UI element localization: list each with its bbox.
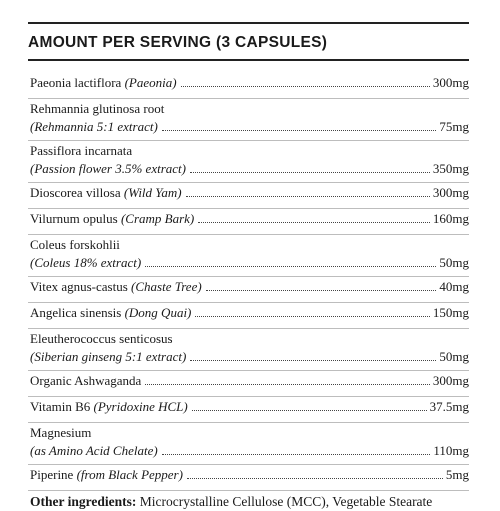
ingredient-name: Vitamin B6 (Pyridoxine HCL) bbox=[30, 399, 188, 414]
dot-leader bbox=[186, 195, 430, 197]
ingredient-amount: 300mg bbox=[432, 75, 469, 90]
ingredient-name: Vilurnum opulus (Cramp Bark) bbox=[30, 211, 195, 226]
ingredient-detail: (Passion flower 3.5% extract) bbox=[30, 161, 186, 176]
ingredient-name: Coleus forskohlii bbox=[30, 237, 120, 252]
top-rule bbox=[28, 22, 469, 24]
dot-leader bbox=[198, 221, 430, 223]
ingredient-detail: (Coleus 18% extract) bbox=[30, 255, 142, 270]
dot-leader bbox=[162, 129, 437, 131]
ingredient-detail: (Siberian ginseng 5:1 extract) bbox=[30, 349, 187, 364]
ingredient-row bbox=[28, 141, 469, 183]
ingredient-name: Organic Ashwaganda bbox=[30, 373, 142, 388]
ingredient-amount: 50mg bbox=[439, 349, 469, 364]
ingredient-row bbox=[28, 329, 469, 371]
ingredient-amount: 300mg bbox=[432, 373, 469, 388]
dot-leader bbox=[162, 453, 431, 455]
heading-rule bbox=[28, 59, 469, 61]
dot-leader bbox=[190, 359, 436, 361]
ingredient-row bbox=[28, 73, 469, 99]
supplement-facts-panel bbox=[28, 22, 469, 510]
ingredient-amount: 5mg bbox=[445, 467, 469, 482]
ingredient-amount: 110mg bbox=[433, 443, 469, 458]
ingredient-amount: 160mg bbox=[432, 211, 469, 226]
dot-leader bbox=[145, 383, 430, 385]
ingredient-amount: 40mg bbox=[439, 279, 469, 294]
ingredient-name: Rehmannia glutinosa root bbox=[30, 101, 165, 116]
ingredient-row bbox=[28, 465, 469, 491]
ingredient-name: Passiflora incarnata bbox=[30, 143, 133, 158]
dot-leader bbox=[206, 289, 437, 291]
ingredient-row bbox=[28, 99, 469, 141]
ingredient-row bbox=[28, 397, 469, 423]
ingredient-amount: 350mg bbox=[432, 161, 469, 176]
ingredient-name: Vitex agnus-castus (Chaste Tree) bbox=[30, 279, 202, 294]
ingredient-amount: 50mg bbox=[439, 255, 469, 270]
ingredient-row bbox=[28, 209, 469, 235]
dot-leader bbox=[145, 265, 436, 267]
ingredient-amount: 150mg bbox=[432, 305, 469, 320]
ingredient-amount: 37.5mg bbox=[429, 399, 469, 414]
ingredient-name: Angelica sinensis (Dong Quai) bbox=[30, 305, 192, 320]
ingredient-row bbox=[28, 277, 469, 303]
ingredient-name: Piperine (from Black Pepper) bbox=[30, 467, 183, 482]
other-ingredients-label: Other ingredients: bbox=[30, 494, 137, 509]
ingredient-row bbox=[28, 235, 469, 277]
dot-leader bbox=[195, 315, 429, 317]
other-ingredients-text: Microcrystalline Cellulose (MCC), Vegetable Stearate bbox=[136, 494, 433, 509]
ingredient-list bbox=[28, 73, 469, 510]
ingredient-amount: 75mg bbox=[439, 119, 469, 134]
ingredient-detail: (as Amino Acid Chelate) bbox=[30, 443, 158, 458]
ingredient-name: Paeonia lactiflora (Paeonia) bbox=[30, 75, 177, 90]
ingredient-name: Dioscorea villosa (Wild Yam) bbox=[30, 185, 182, 200]
ingredient-name: Magnesium bbox=[30, 425, 92, 440]
ingredient-row bbox=[28, 423, 469, 465]
dot-leader bbox=[190, 171, 430, 173]
serving-heading: AMOUNT PER SERVING (3 CAPSULES) bbox=[28, 34, 328, 51]
ingredient-row bbox=[28, 183, 469, 209]
other-ingredients bbox=[28, 491, 469, 510]
ingredient-row bbox=[28, 303, 469, 329]
dot-leader bbox=[192, 409, 427, 411]
dot-leader bbox=[181, 85, 430, 87]
ingredient-name: Eleutherococcus senticosus bbox=[30, 331, 173, 346]
ingredient-detail: (Rehmannia 5:1 extract) bbox=[30, 119, 158, 134]
ingredient-amount: 300mg bbox=[432, 185, 469, 200]
ingredient-row bbox=[28, 371, 469, 397]
dot-leader bbox=[187, 477, 443, 479]
